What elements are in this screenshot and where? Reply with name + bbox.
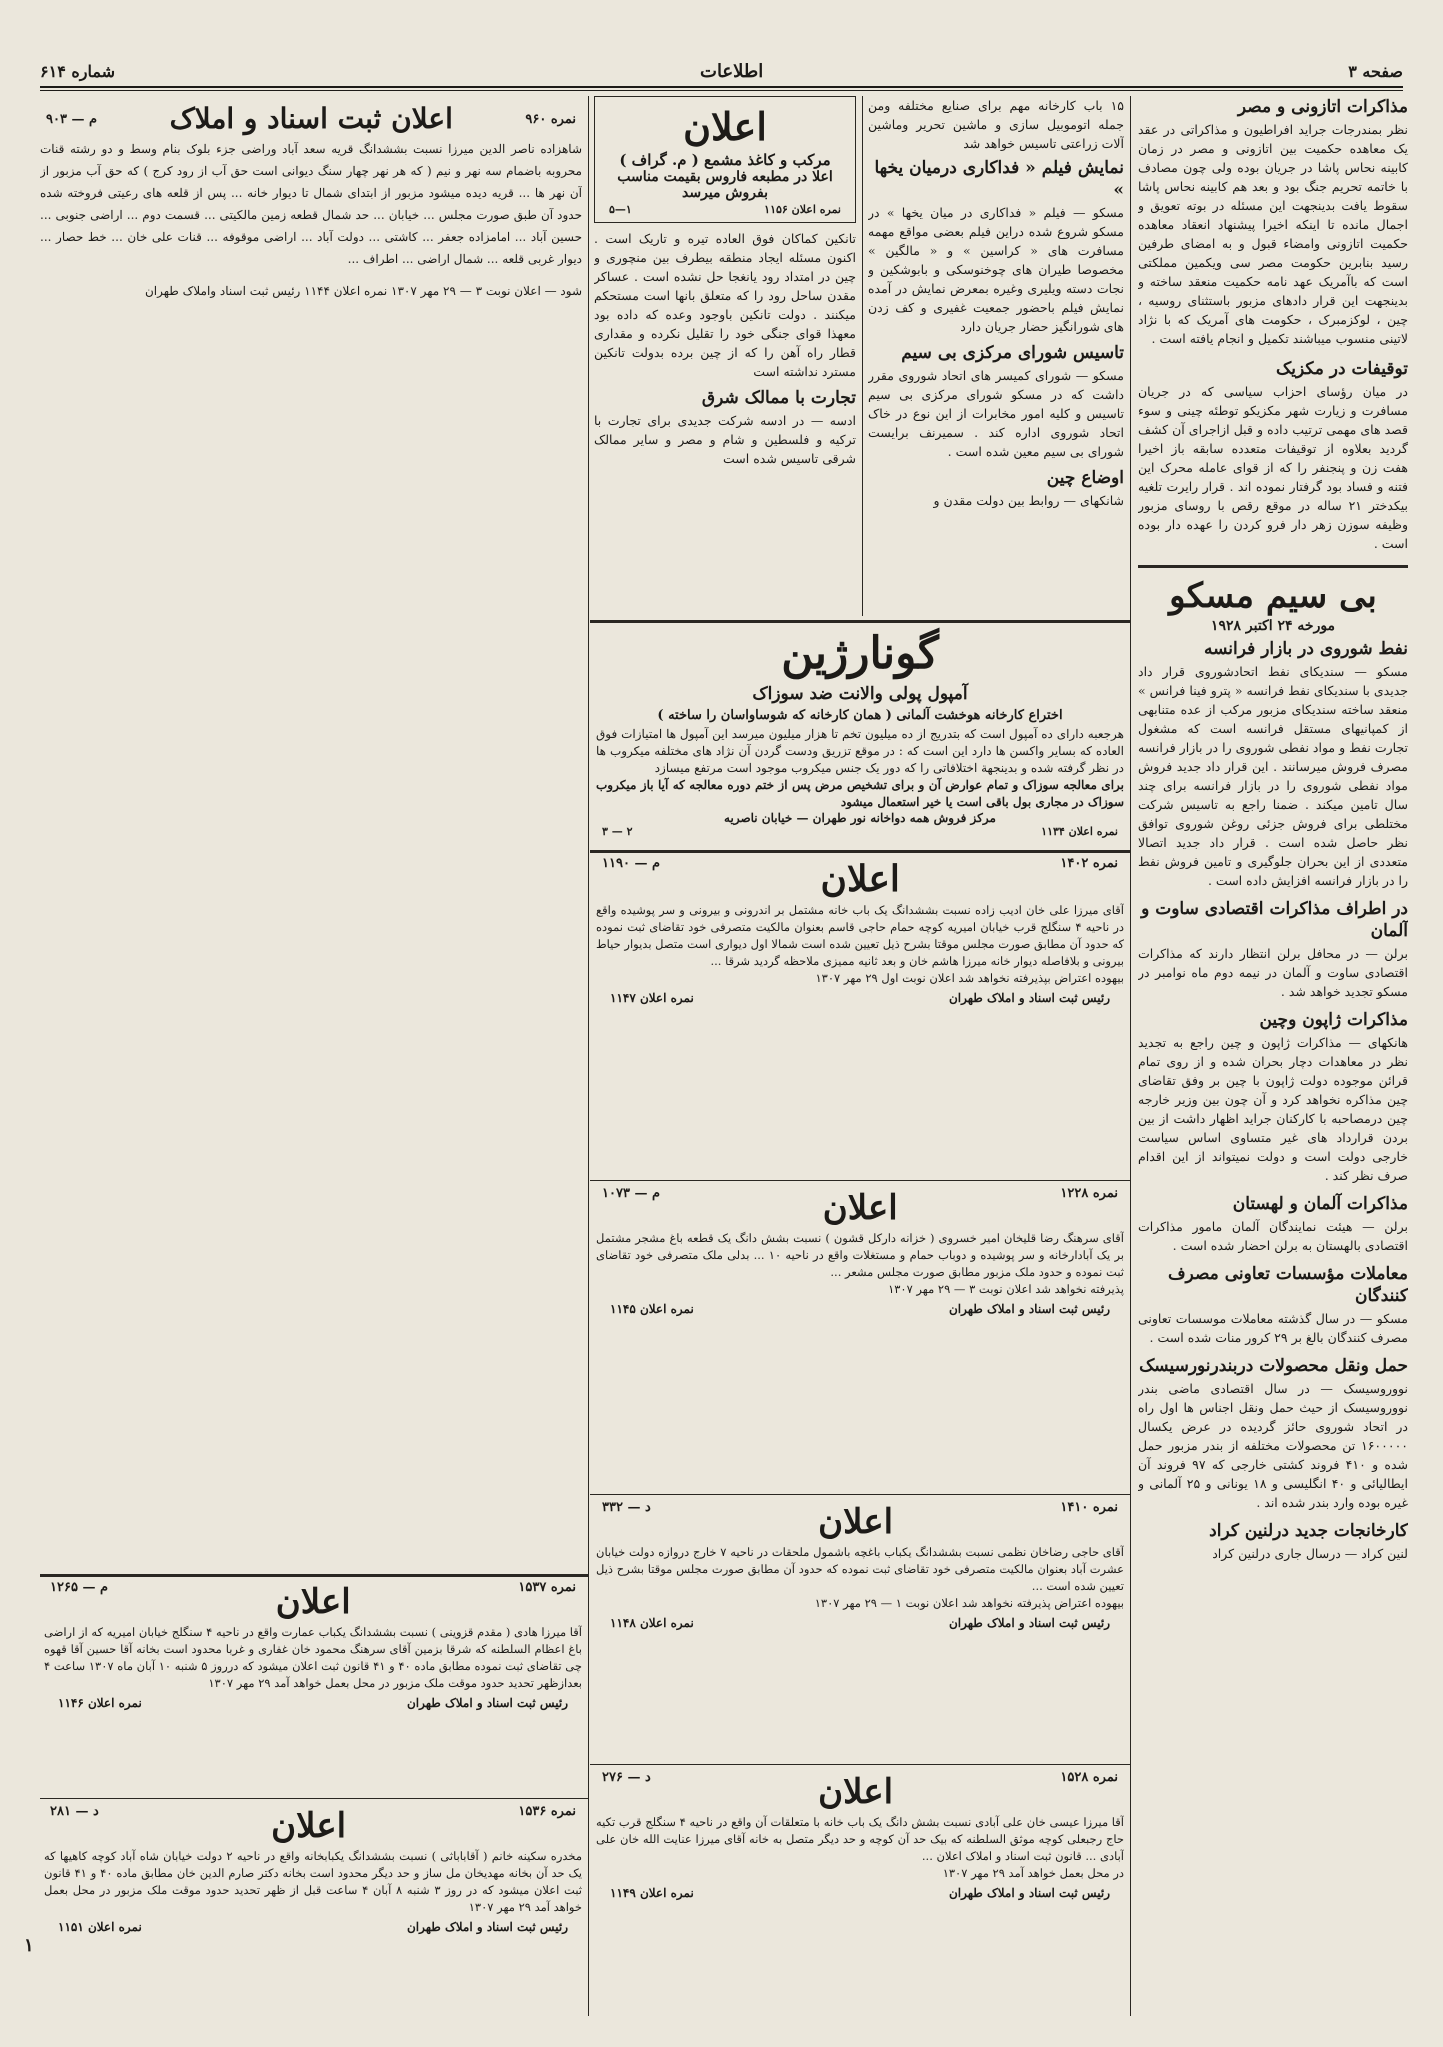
- legal-notice-large: [40, 100, 582, 1570]
- article-body: هانکهای — مذاکرات ژاپون و چین راجع به تجدید نظر در معاهدات دچار بحران شده و از روی تمام قرائن موجوده دولت ژاپون با چین بر وفق تقاضای چین مذاکره نخواهد کرد و آن چون بین وزیر خارجه چین درمصاحبه با کارکنان جراید اظهار داشت از بین بردن قرارداد های غیر متساوی اساس سیاست خارجی دولت است و دولت نمیتواند از این اقدام صرف نظر کند .: [1138, 1035, 1408, 1183]
- headline: در اطراف مذاکرات اقتصادی ساوت و آلمان: [1141, 899, 1408, 941]
- headline: معاملات مؤسسات تعاونی مصرف کنندگان: [1167, 1264, 1408, 1306]
- notice-title: اعلان: [271, 1806, 347, 1846]
- notice-ad-number: نمره اعلان ۱۱۴۶: [58, 1696, 142, 1710]
- headline: نمایش فیلم « فداکاری درمیان یخها »: [874, 158, 1124, 200]
- notice-number: نمره ۱۵۳۶: [518, 1804, 576, 1819]
- notice-footer: بیهوده اعتراض پذیرفته نخواهد شد اعلان نوبت ۱ — ۲۹ مهر ۱۳۰۷: [814, 1596, 1124, 1610]
- section-rule: [40, 1798, 588, 1799]
- ad-line: اختراع کارخانه هوخشت آلمانی ( همان کارخانه که شوساواسان را ساخته ): [657, 708, 1063, 723]
- notice-number: نمره ۱۴۰۲: [1060, 856, 1118, 871]
- notice-body: شاهزاده ناصر الدین میرزا نسبت بششدانگ قریه سعد آباد وراضی جزء بلوک بنام وسط و دو رشته قنات محروبه باضمام سه نهر و نیم ( که هر نهر چهار سنگ دیوانی است حق آب از رود کرج ) که حق آب مزبور از آن نهر ها ... قریه دیده میشود مزبور از ابتدای شمال تا دیوار خانه ... پس از قلعه های رعیتی فروخته شده حدود آن طبق صورت مجلس ... خیابان ... حد شمال قطعه زمین مالکیتی ... قسمت دوم ... اراضی جنوبی ... حسین آباد ... امامزاده جعفر ... کاشتی ... دولت آباد ... اراضی موقوفه ... قنات علی خان ... خط حصار ... دیوار غربی قلعه ... شمال اراضی ... اطراف ...: [40, 142, 582, 266]
- article-body: نظر بمندرجات جراید افراطیون و مذاکراتی در عقد یک معاهده حکمیت بین اتازونی و مصر در زمان کابینه نحاس پاشا در جریان بوده ولی چون مصادف با خاتمه تحریم جنگ بود و بعد هم کابینه نحاس پاشا سقوط یافت بدینجهت این مسئله در بوته تعویق و اجمال مانده تا اینکه اخیرا پیشنهاد انعقاد معاهده حکمیت اتازونی وامضاء قبول و به امضای طرفین رسید بنابرین حکومت مصر سی ویکمین مملکتی است که باآمریک عهد نامه حکمیت منعقد ساخته و بدینجهت این قرار دادهای مزبور باستثنای روسیه ، چین ، لوکزمبرک ، حکومت های آمریک که با نژاد لاتینی منسوب میباشند تکمیل و انجام یافته است .: [1138, 122, 1408, 346]
- notice-ad-number: نمره اعلان ۱۱۵۱: [58, 1920, 142, 1934]
- section-date: مورخه ۲۴ اکتبر ۱۹۲۸: [1210, 618, 1336, 634]
- headline: تجارت با ممالک شرق: [701, 388, 856, 408]
- section-rule: [590, 850, 1130, 853]
- ad-body: هرجعبه دارای ده آمپول است که بتدریج از ده میلیون تخم تا هزار میلیون میرسد این آمپول ها امتیازات فوق العاده که بسایر واکسن ها دارد این است که : در موقع تزریق ودست گردن آن نژاد های مختلفه میکروب ها در نظر گرفته شده و بدینجهة اختلافاتی را که دور یک جنس میکروب موجود است مرتفع میسازد: [596, 727, 1124, 775]
- notice-body: مخدره سکینه خانم ( آقاباباثی ) نسبت بششدانگ یکبابخانه واقع در ناحیه ۲ دولت خیابان شاه آباد کوچه کاهیها که یک حد آن بخانه مهدیخان مل ساز و حد دیگر محدود است بخانه دکتر صارم الدین خان مطابق ماده ۴۰ و ۴۱ قانون ثبت اعلان میشود که در روز ۳ شنبه ۸ آبان ۴ ساعت قبل از ظهر تحدید حدود موقت ملک مزبور در محل بعمل خواهد آمد ۲۹ مهر ۱۳۰۷: [44, 1849, 582, 1914]
- ad-seller: مرکز فروش همه دواخانه نور طهران — خیابان ناصریه: [724, 811, 996, 825]
- ad-subtitle: آمپول پولی والانت ضد سوزاک: [752, 684, 968, 704]
- ad-line: اعلا در مطبعه فاروس بقیمت مناسب بفروش میرسد: [617, 169, 833, 201]
- notice-body: آقا میرزا هادی ( مقدم قزوینی ) نسبت بششدانگ یکباب عمارت واقع در ناحیه ۴ سنگلج خیابان امیریه که از اراضی باغ اعظام السلطنه که شرقا بزمین آقای سرهنگ محمود خان غفاری و غربا محدود است بخانه آقا حسین آقا قهوه چی تقاضای ثبت نموده مطابق ماده ۴۰ و ۴۱ قانون ثبت اعلان میشود که درروز ۵ شنبه ۱۰ آبان ماه ۱۳۰۷ ساعت ۴ بعدازظهر تحدید حدود موقت ملک مزبور در محل بعمل خواهد آمد ۲۹ مهر ۱۳۰۷: [44, 1625, 582, 1690]
- notice-code: د — ۲۸۱: [50, 1804, 99, 1819]
- notice-registrar: رئیس ثبت اسناد و املاک طهران: [406, 1696, 568, 1710]
- page-corner-mark: ۱: [24, 1935, 34, 1956]
- column-rule: [588, 96, 589, 2016]
- ad-title: گونارژین: [781, 628, 939, 679]
- notice-ad-number: نمره اعلان ۱۱۴۷: [610, 991, 694, 1005]
- article-body: لنین کراد — درسال جاری درلنین کراد: [1212, 1546, 1408, 1561]
- notice-number: نمره ۹۶۰: [525, 111, 576, 127]
- notice-code: د — ۲۷۶: [602, 1770, 651, 1785]
- notice-code: د — ۳۳۲: [602, 1500, 651, 1515]
- notice-number: نمره ۱۲۲۸: [1060, 1186, 1118, 1201]
- article-body: در میان رؤسای احزاب سیاسی که در جریان مسافرت و زیارت شهر مکزیکو توطئه چینی و سوء قصد های مهمی ترتیب داده و قبل ازاجرای آن کشف گردید بعلاوه از توقیفات متعدده سابقه باز اخیرا هفت زن و پنجنفر را که از قوای عامله محرک این فتنه و فساد بود گرفتار نموده اند . قرار رایرت تلغیه بیکدختر ۲۱ ساله در موقع رقص با روسای مزبور وظیفه سوزن زهر دار فرو کردن را عهده دار بوده است .: [1138, 384, 1408, 551]
- ad-line: مرکب و کاغذ مشمع ( م. گراف ): [619, 151, 831, 169]
- article-body: مسکو — شورای کمیسر های اتحاد شوروی مقرر داشت که در مسکو شورای مرکزی بی سیم تاسیس و کلیه امور مخابرات از این نوع در خاک اتحاد شوروی اداره کند . سمیرنف برایست شورای بی سیم معین شده است .: [868, 368, 1124, 459]
- article-body: برلن — در محافل برلن انتظار دارند که مذاکرات اقتصادی ساوت و آلمان در نیمه دوم ماه نوامبر در مسکو تجدید خواهد شد .: [1138, 946, 1408, 999]
- headline: مذاکرات ژاپون وچین: [1259, 1010, 1408, 1030]
- article-body: تانکین کماکان فوق العاده تیره و تاریک است . اکنون مسئله ایجاد منطقه بیطرف بین منچوری و چین در امتداد رود یانغجا حل نشده است . عساکر مقدن ساحل رود را که متعلق بانها است مستحکم میکنند . دولت تانکین باوجود وعده که داده بود معهذا قوای جنگی خود را تقلیل نکرده و مقداری قطار راه آهن را که از چین برده بدولت تانکین مسترد نداشته است: [594, 231, 856, 379]
- column-rule: [1130, 96, 1131, 2016]
- notice-ad-number: نمره اعلان ۱۱۴۵: [610, 1302, 694, 1316]
- notice-footer: پذیرفته نخواهد شد اعلان نوبت ۳ — ۲۹ مهر ۱۳۰۷: [888, 1282, 1124, 1296]
- article-body: برلن — هیئت نمایندگان آلمان مامور مذاکرات اقتصادی بالهستان به برلن احضار شده است .: [1138, 1219, 1408, 1253]
- legal-notice: [44, 1580, 582, 1795]
- ad-box: [594, 96, 856, 223]
- notice-number: نمره ۱۴۱۰: [1060, 1500, 1118, 1515]
- section-rule: [590, 1764, 1130, 1765]
- notice-registrar: رئیس ثبت اسناد و املاک طهران: [406, 1920, 568, 1934]
- paper-name: اطلاعات: [700, 60, 764, 82]
- notice-registrar: رئیس ثبت اسناد و املاک طهران: [948, 1886, 1110, 1900]
- column-rule: [862, 96, 863, 616]
- headline: اوضاع چین: [1046, 468, 1124, 488]
- ad-code: ۲ — ۳: [602, 825, 633, 838]
- notice-body: آقا میرزا عیسی خان علی آبادی نسبت بشش دانگ یک باب خانه با متعلقات آن واقع در ناحیه ۴ سنگلج قرب تکیه حاج رجبعلی کوچه موثق السلطنه که بیک حد آن کوچه و حد دیگر متصل به خانه آقای میرزا عنایت الله خان علی آبادی ... قانون ثبت اسناد و املاک اعلان ...: [596, 1815, 1124, 1863]
- article-body: مسکو — در سال گذشته معاملات موسسات تعاونی مصرف کنندگان بالغ بر ۲۹ کرور منات شده است .: [1138, 1311, 1408, 1345]
- notice-ad-number: نمره اعلان ۱۱۴۸: [610, 1616, 694, 1630]
- notice-registrar: رئیس ثبت اسناد و املاک طهران: [948, 991, 1110, 1005]
- article-body: شانکهای — روابط بین دولت مقدن و: [933, 493, 1124, 508]
- legal-notice: [44, 1804, 582, 2004]
- ad-number: نمره اعلان ۱۱۵۶: [764, 203, 841, 216]
- notice-body: آقای حاجی رضاخان نظمی نسبت بششدانگ یکباب باغچه باشمول ملحقات در ناحیه ۷ خارج دروازه دولت خیابان عشرت آباد بعنوان مالکیت متصرفی خود تقاضای ثبت نموده که حدود آن مطابق صورت مجلس موقتا بشرح ذیل تعیین شده است ...: [596, 1545, 1124, 1593]
- headline: مذاکرات اتازونی و مصر: [1237, 97, 1408, 117]
- section-title: بی سیم مسکو: [1169, 576, 1377, 616]
- legal-notice: [596, 856, 1124, 1176]
- notice-code: م — ۱۱۹۰: [602, 856, 661, 871]
- ad-title: اعلان: [683, 104, 767, 149]
- section-rule: [590, 620, 1130, 623]
- legal-notice: [596, 1770, 1124, 2000]
- page-label: صفحه ۳: [1348, 61, 1403, 81]
- notice-title: اعلان: [820, 858, 900, 900]
- headline: توقیفات در مکزیک: [1276, 359, 1408, 379]
- notice-ad-number: نمره اعلان ۱۱۴۹: [610, 1886, 694, 1900]
- headline: تاسیس شورای مرکزی بی سیم: [901, 343, 1124, 363]
- notice-number: نمره ۱۵۲۸: [1060, 1770, 1118, 1785]
- ad-number: نمره اعلان ۱۱۳۴: [1041, 825, 1118, 838]
- section-rule: [590, 1180, 1130, 1181]
- article-body: ادسه — در ادسه شرکت جدیدی برای تجارت با ترکیه و فلسطین و شام و مصر و سایر ممالک شرقی تاسیس شده است: [594, 413, 856, 466]
- notice-footer: بیهوده اعتراض بپذیرفته نخواهد شد اعلان نوبت اول ۲۹ مهر ۱۳۰۷: [815, 971, 1124, 985]
- notice-title: اعلان: [818, 1772, 894, 1812]
- notice-registrar: رئیس ثبت اسناد و املاک طهران: [948, 1302, 1110, 1316]
- masthead: [40, 58, 1403, 84]
- column-mid-right: [868, 96, 1124, 611]
- notice-number: نمره ۱۵۳۷: [518, 1580, 576, 1595]
- notice-title: اعلان ثبت اسناد و املاک: [169, 102, 453, 135]
- legal-notice: [596, 1500, 1124, 1760]
- headline: کارخانجات جدید درلنین کراد: [1209, 1521, 1408, 1541]
- notice-body: آقای میرزا علی خان ادیب زاده نسبت بششدانگ یک باب خانه مشتمل بر اندرونی و بیرونی و سر پوشیده واقع در ناحیه ۴ سنگلج قرب خیابان امیریه کوچه حمام حاجی قاسم بعنوان مالکیت متصرفی خود تقاضای ثبت نموده که حدود آن مطابق صورت مجلس موقتا بشرح ذیل تعیین شده است شمالا اول دیواری است متصل بدیوار حیاط بیرونی و بلافاصله دیوار خانه میرزا هاشم خان و بعد ثانیه ممیزی ملاحظه گردید شرقا ...: [596, 903, 1124, 968]
- headline: نفط شوروی در بازار فرانسه: [1204, 639, 1408, 659]
- notice-code: م — ۱۰۷۳: [602, 1186, 661, 1201]
- section-rule: [40, 1574, 588, 1577]
- notice-title: اعلان: [275, 1582, 351, 1622]
- headline: حمل ونقل محصولات دربندرنورسیسک: [1139, 1356, 1408, 1376]
- article-body: نووروسیسک — در سال اقتصادی ماضی بندر نووروسیسک از حیث حمل ونقل اجناس ها اول راه در اتحاد شوروی حائز گردیده در عرض یکسال ۱۶۰۰۰۰۰ تن محصولات مختلفه از بندر مزبور حمل شده و ۴۱۰ فروند کشتی خارجی که ۹۷ فروند آن ایطالیائی و ۴۰ انگلیسی و ۱۸ یونانی و ۲۵ آلمانی و غیره بوده وارد بندر شده اند .: [1138, 1381, 1408, 1510]
- column-right: [1138, 96, 1408, 2016]
- issue-number: شماره ۶۱۴: [40, 61, 115, 81]
- notice-code: م — ۹۰۳: [46, 111, 98, 127]
- notice-footer: شود — اعلان نوبت ۳ — ۲۹ مهر ۱۳۰۷ نمره اعلان ۱۱۴۴ رئیس ثبت اسناد واملاک طهران: [144, 284, 582, 298]
- article-body: مسکو — سندیکای نفط اتحادشوروی قرار داد جدیدی با سندیکای نفط فرانسه « پترو فینا فرانس » منعقد ساخته سندیکای مزبور مرکب از عده متنابهی از کمپانیهای مستقل فرانسه است که مشغول تجارت نفط و مواد نفطی شوروی را در بازار فرانسه مصرف فروش میرسانند . این قرار داد جدید فروش مواد نفطی شوروی را در بازار فرانسه برای چند سال تامین میکند . ضمنا راجع به تاسیس شرکت مختلطی برای فروش جزئی روغن شوروی توافق نظر حاصل شده است . قرار داد جدید اتصالا متعددی از این بحران جلوگیری و تامین فروش نفط را در بازار فرانسه افزایش داده است .: [1138, 664, 1408, 888]
- article-body: مسکو — فیلم « فداکاری در میان یخها » در مسکو شروع شده دراین فیلم بعضی مواقع مهمه مسافرت های « کراسین » و « مالگین » مخصوصا طیران های چوخنوسکی و بابوشکین و نجات دسته ویلیری وغیره بمعرض نمایش در آمده نمایش فیلم باحضور جمعیت غفیری و کف زدن های شورانگیز حضار جریان دارد: [868, 205, 1124, 334]
- legal-notice: [596, 1186, 1124, 1491]
- notice-footer: در محل بعمل خواهد آمد ۲۹ مهر ۱۳۰۷: [942, 1866, 1124, 1880]
- gonarzin-ad: [596, 626, 1124, 846]
- ad-code: ۱—۵: [609, 203, 632, 216]
- masthead-rule: [40, 86, 1403, 91]
- headline: مذاکرات آلمان و لهستان: [1232, 1194, 1408, 1214]
- notice-body: آقای سرهنگ رضا قلیخان امیر خسروی ( خزانه دارکل قشون ) نسبت بشش دانگ یک قطعه باغ مشجر مشتمل بر یک آبادارخانه و سر پوشیده و دوباب حمام و مستغلات واقع در ناحیه ۱۰ ... بدلی ملک متصرفی خود تقاضای ثبت نموده و حدود ملک مزبور مطابق صورت مجلس مشعر ...: [596, 1231, 1124, 1279]
- notice-title: اعلان: [822, 1188, 898, 1228]
- article-body: ۱۵ باب کارخانه مهم برای صنایع مختلفه ومن جمله اتوموبیل سازی و ماشین تحریر وماشین آلات زراعتی تاسیس خواهد شد: [868, 98, 1124, 151]
- column-mid-left: [594, 96, 856, 616]
- notice-title: اعلان: [818, 1502, 894, 1542]
- notice-code: م — ۱۲۶۵: [50, 1580, 109, 1595]
- notice-registrar: رئیس ثبت اسناد و املاک طهران: [948, 1616, 1110, 1630]
- section-rule: [590, 1494, 1130, 1495]
- ad-body: برای معالجه سوزاک و تمام عوارض آن و برای تشخیص مرض پس از ختم دوره معالجه که آیا باز میکروب سوزاک در مجاری بول باقی است یا خیر استعمال میشود: [596, 778, 1124, 809]
